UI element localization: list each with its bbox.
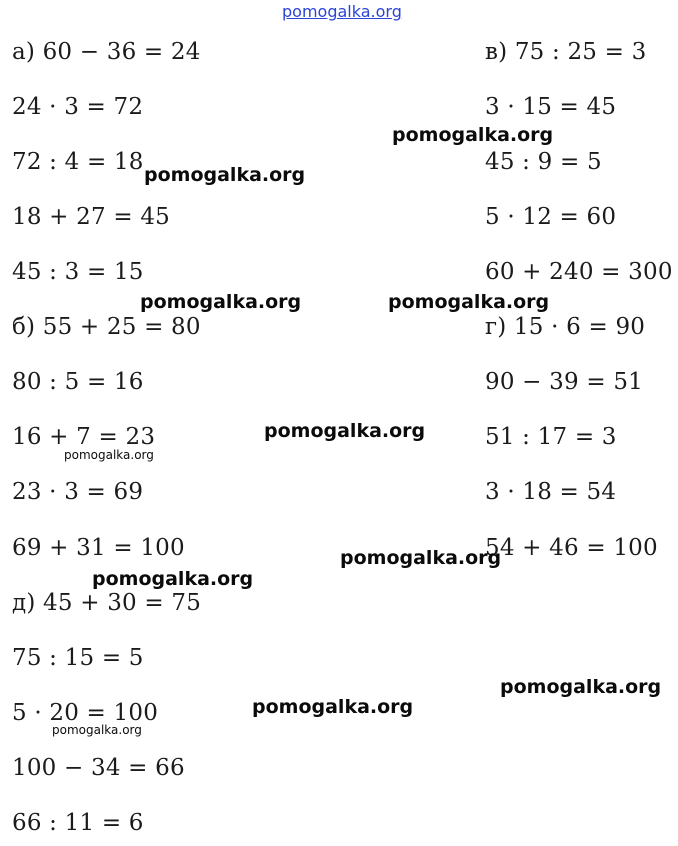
equation-g-4: 3 · 18 = 54 bbox=[485, 479, 617, 505]
watermark: pomogalka.org bbox=[92, 568, 254, 590]
equation-d-1: д) 45 + 30 = 75 bbox=[12, 590, 202, 616]
equation-v-2: 3 · 15 = 45 bbox=[485, 94, 617, 120]
equation-g-3: 51 : 17 = 3 bbox=[485, 424, 617, 450]
watermark: pomogalka.org bbox=[252, 696, 414, 718]
equation-b-1: б) 55 + 25 = 80 bbox=[12, 314, 201, 340]
equation-b-3: 16 + 7 = 23 bbox=[12, 424, 156, 450]
equation-v-1: в) 75 : 25 = 3 bbox=[485, 39, 647, 65]
equation-d-4: 100 − 34 = 66 bbox=[12, 755, 185, 781]
equation-v-3: 45 : 9 = 5 bbox=[485, 149, 602, 175]
watermark: pomogalka.org bbox=[500, 676, 662, 698]
watermark-small: pomogalka.org bbox=[52, 723, 142, 737]
watermark-small: pomogalka.org bbox=[64, 448, 154, 462]
equation-a-1: а) 60 − 36 = 24 bbox=[12, 39, 201, 65]
equation-a-4: 18 + 27 = 45 bbox=[12, 204, 170, 230]
watermark: pomogalka.org bbox=[144, 164, 306, 186]
equation-a-3: 72 : 4 = 18 bbox=[12, 149, 144, 175]
equation-d-3: 5 · 20 = 100 bbox=[12, 700, 159, 726]
watermark: pomogalka.org bbox=[140, 291, 302, 313]
equation-g-5: 54 + 46 = 100 bbox=[485, 535, 658, 561]
equation-v-4: 5 · 12 = 60 bbox=[485, 204, 617, 230]
equation-b-4: 23 · 3 = 69 bbox=[12, 479, 144, 505]
equation-d-2: 75 : 15 = 5 bbox=[12, 645, 144, 671]
equation-b-2: 80 : 5 = 16 bbox=[12, 369, 144, 395]
equation-d-5: 66 : 11 = 6 bbox=[12, 810, 144, 836]
watermark: pomogalka.org bbox=[392, 124, 554, 146]
watermark-top-link[interactable]: pomogalka.org bbox=[282, 2, 402, 21]
equation-g-1: г) 15 · 6 = 90 bbox=[485, 314, 646, 340]
equation-a-5: 45 : 3 = 15 bbox=[12, 259, 144, 285]
equation-b-5: 69 + 31 = 100 bbox=[12, 535, 185, 561]
equation-g-2: 90 − 39 = 51 bbox=[485, 369, 643, 395]
equation-v-5: 60 + 240 = 300 bbox=[485, 259, 673, 285]
watermark: pomogalka.org bbox=[264, 420, 426, 442]
watermark: pomogalka.org bbox=[340, 547, 502, 569]
watermark: pomogalka.org bbox=[388, 291, 550, 313]
equation-a-2: 24 · 3 = 72 bbox=[12, 94, 144, 120]
